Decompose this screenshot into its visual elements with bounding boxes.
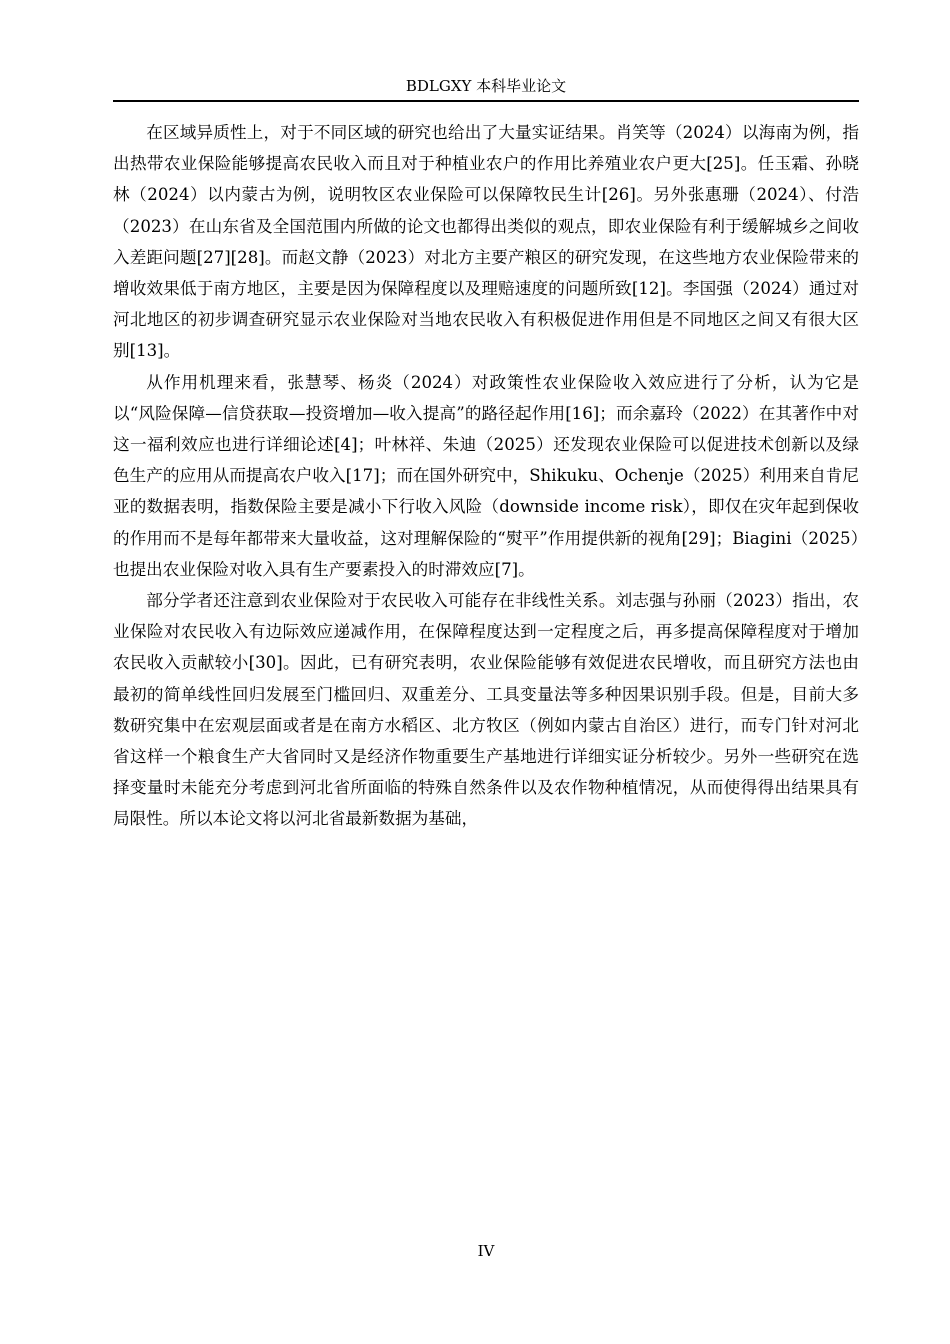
page-number: IV [477, 1242, 495, 1260]
paragraph-nonlinear-relationship: 部分学者还注意到农业保险对于农民收入可能存在非线性关系。刘志强与孙丽（2023）指出，农业保险对农民收入有边际效应递减作用，在保障程度达到一定程度之后，再多提高保障程度对于增加农民收入贡献较小[30]。因此，已有研究表明，农业保险能够有效促进农民增收，而且研究方法也由最初的简单线性回归发展至门槛回归、双重差分、工具变量法等多种因果识别手段。但是，目前大多数研究集中在宏观层面或者是在南方水稻区、北方牧区（例如内蒙古自治区）进行，而专门针对河北省这样一个粮食生产大省同时又是经济作物重要生产基地进行详细实证分析较少。另外一些研究在选择变量时未能充分考虑到河北省所面临的特殊自然条件以及农作物种植情况，从而使得得出结果具有局限性。所以本论文将以河北省最新数据为基础， [113, 591, 859, 829]
paragraph-mechanism: 从作用机理来看，张慧琴、杨炎（2024）对政策性农业保险收入效应进行了分析，认为它是以“风险保障—信贷获取—投资增加—收入提高”的路径起作用[16]；而余嘉玲（2022）在其著作中对这一福利效应也进行详细论述[4]；叶林祥、朱迪（2025）还发现农业保险可以促进技术创新以及绿色生产的应用从而提高农户收入[17]；而在国外研究中，Shikuku、Ochenje（2025）利用来自肯尼亚的数据表明，指数保险主要是减小下行收入风险（downside income risk），即仅在灾年起到保收的作用而不是每年都带来大量收益，这对理解保险的“熨平”作用提供新的视角[29]；Biagini（2025）也提出农业保险对收入具有生产要素投入的时滞效应[7]。 [113, 372, 859, 579]
body-text [113, 117, 859, 835]
paragraph-regional-heterogeneity: 在区域异质性上，对于不同区域的研究也给出了大量实证结果。肖笑等（2024）以海南为例，指出热带农业保险能够提高农民收入而且对于种植业农户的作用比养殖业农户更大[25]。任玉霜、孙晓林（2024）以内蒙古为例，说明牧区农业保险可以保障牧民生计[26]。另外张惠珊（2024）、付浩（2023）在山东省及全国范围内所做的论文也都得出类似的观点，即农业保险有利于缓解城乡之间收入差距问题[27][28]。而赵文静（2023）对北方主要产粮区的研究发现，在这些地方农业保险带来的增收效果低于南方地区，主要是因为保障程度以及理赔速度的问题所致[12]。李国强（2024）通过对河北地区的初步调查研究显示农业保险对当地农民收入有积极促进作用但是不同地区之间又有很大区别[13]。 [113, 123, 859, 361]
running-header: BDLGXY 本科毕业论文 [405, 77, 567, 95]
header-rule [113, 100, 859, 102]
